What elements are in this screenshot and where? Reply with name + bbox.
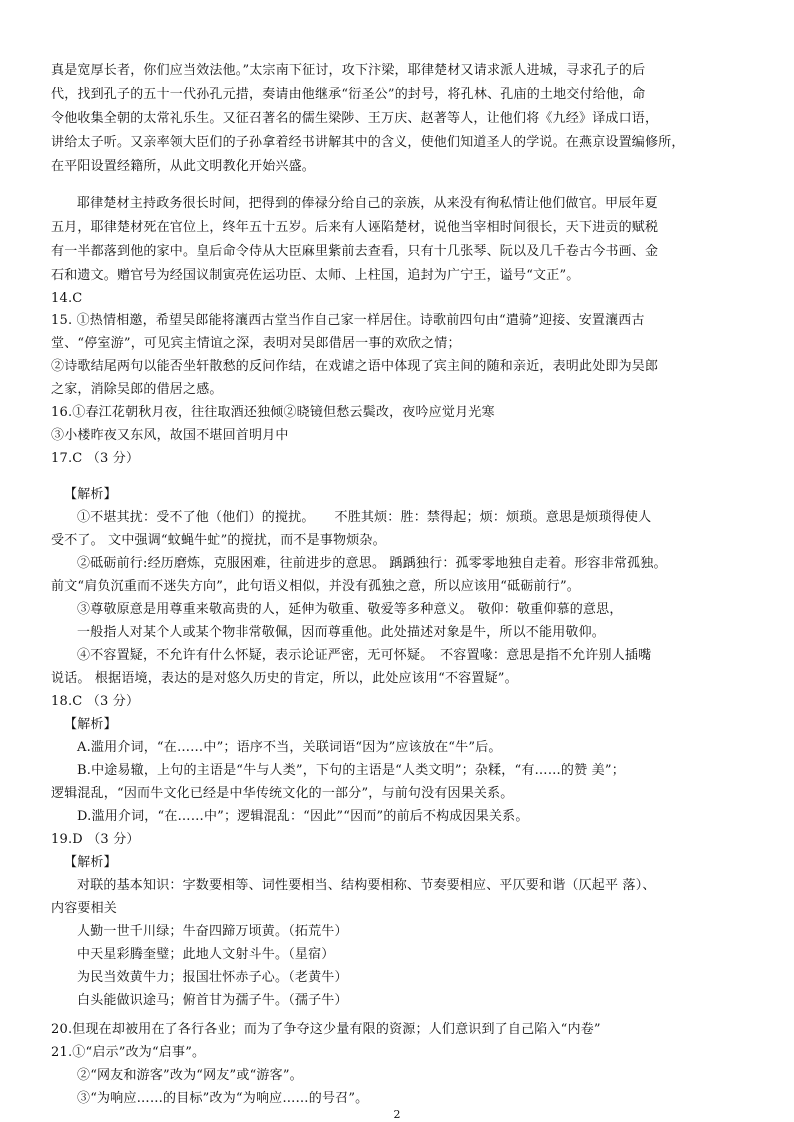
couplet-line: 人勤一世千川绿；牛奋四蹄万顷黄。（拓荒牛） [77,924,348,939]
text-line: 对联的基本知识：字数要相等、词性要相当、结构要相称、节奏要相应、平仄要和谐（仄起平 落）、 [77,878,656,893]
text-line: 逻辑混乱，“因而牛文化已经是中华传统文化的一部分”，与前句没有因果关系。 [51,786,514,801]
text-line: ④不容置疑，不允许有什么怀疑，表示论证严密，无可怀疑。 不容置喙：意思是指不允许别人插嘴 [77,648,652,663]
text-line: 说话。 根据语境，表达的是对悠久历史的肯定，所以，此处应该用“不容置疑”。 [51,671,518,686]
text-line: ③尊敬原意是用尊重来敬高贵的人，延伸为敬重、敬爱等多种意义。 敬仰：敬重仰慕的意思， [77,602,623,617]
text-line: 令他收集全朝的太常礼乐生。又征召著名的儒生梁陟、王万庆、赵著等人，让他们将《九经》译成口语， [51,111,659,126]
answer-15: 15. ①热情相邀，希望吴郎能将瀼西古堂当作自己家一样居住。诗歌前四句由“遣骑”迎接、安置瀼西古 [51,313,645,328]
text-line: 讲给太子听。又亲率领大臣们的子孙拿着经书讲解其中的含义，使他们知道圣人的学说。在燕京设置编修所， [51,135,685,150]
analysis-heading: 【解析】 [64,855,117,870]
answer-16: 16.①春江花朝秋月夜，往往取酒还独倾②晓镜但愁云鬓改，夜吟应觉月光寒 [51,405,495,420]
text-line: 之家，消除吴郎的借居之感。 [51,382,223,397]
couplet-line: 中天星彩腾奎璧；此地人文射斗牛。（星宿） [77,947,335,962]
text-line: ②砥砺前行:经历磨炼，克服困难，往前进步的意思。 踽踽独行：孤零零地独自走着。形容非常孤独。 [77,556,667,571]
text-line: D.滥用介词，“在……中”；逻辑混乱：“因此”“因而”的前后不构成因果关系。 [77,809,529,824]
text-line: 五月，耶律楚材死在官位上，终年五十五岁。后来有人诬陷楚材，说他当宰相时间很长，天下进贡的赋税 [51,220,659,235]
text-line: 在平阳设置经籍所，从此文明教化开始兴盛。 [51,159,316,174]
text-line: 前文“肩负沉重而不迷失方向”，此句语义相似，并没有孤独之意，所以应该用“砥砺前行”。 [51,579,580,594]
text-line: ③小楼昨夜又东风，故国不堪回首明月中 [51,428,289,443]
text-line: 受不了。 文中强调“蚊蝇牛虻”的搅扰，而不是事物烦杂。 [51,533,386,548]
answer-18: 18.C （3 分） [51,694,140,709]
page-number: 2 [393,1108,401,1121]
text-line: 一般指人对某个人或某个物非常敬佩，因而尊重他。此处描述对象是牛，所以不能用敬仰。 [77,625,606,640]
text-line: 耶律楚材主持政务很长时间，把得到的俸禄分给自己的亲族，从来没有徇私情让他们做官。甲辰年夏 [77,196,658,211]
text-line: ①不堪其扰：受不了他（他们）的搅扰。 不胜其烦：胜：禁得起；烦：烦琐。意思是烦琐得使人 [77,510,652,525]
analysis-heading: 【解析】 [64,717,117,732]
text-line: 真是宽厚长者，你们应当效法他。”太宗南下征讨，攻下汴梁，耶律楚材又请求派人进城，寻求孔子的后 [51,63,646,78]
answer-21: 21.①“启示”改为“启事”。 [51,1045,206,1060]
analysis-heading: 【解析】 [64,487,117,502]
text-line: ②“网友和游客”改为“网友”或“游客”。 [77,1068,303,1083]
text-line: ②诗歌结尾两句以能否坐轩散愁的反问作结，在戏谑之语中体现了宾主间的随和亲近，表明此处即为吴郎 [51,359,659,374]
text-line: 内容要相关 [51,901,118,916]
text-line: B.中途易辙，上句的主语是“牛与人类”，下句的主语是“人类文明”；杂糅，“有……的赞 美”； [77,763,625,778]
text-line: A.滥用介词，“在……中”；语序不当，关联词语“因为”应该放在“牛”后。 [77,740,502,755]
answer-20: 20.但现在却被用在了各行各业；而为了争夺这少量有限的资源；人们意识到了自己陷入“内卷” [51,1022,601,1037]
text-line: 石和遗文。赠官号为经国议制寅亮佐运功臣、太师、上柱国，追封为广宁王，谥号“文正”。 [51,268,580,283]
answer-19: 19.D （3 分） [51,832,140,847]
text-line: 有一半都落到他的家中。皇后命令侍从大臣麻里紫前去查看，只有十几张琴、阮以及几千卷古今书画、金 [51,244,659,259]
couplet-line: 为民当效黄牛力；报国壮怀赤子心。（老黄牛） [77,970,348,985]
answer-14: 14.C [51,291,83,306]
answer-17: 17.C （3 分） [51,451,140,466]
text-line: ③“为响应……的目标”改为“为响应……的号召”。 [77,1091,369,1106]
text-line: 代，找到孔子的五十一代孙孔元措，奏请由他继承“衍圣公”的封号，将孔林、孔庙的土地交付给他，命 [51,87,646,102]
text-line: 堂、“停室游”，可见宾主情谊之深，表明对吴郎借居一事的欢欣之情； [51,336,461,351]
couplet-line: 白头能做识途马；俯首甘为孺子牛。（孺子牛） [77,993,348,1008]
